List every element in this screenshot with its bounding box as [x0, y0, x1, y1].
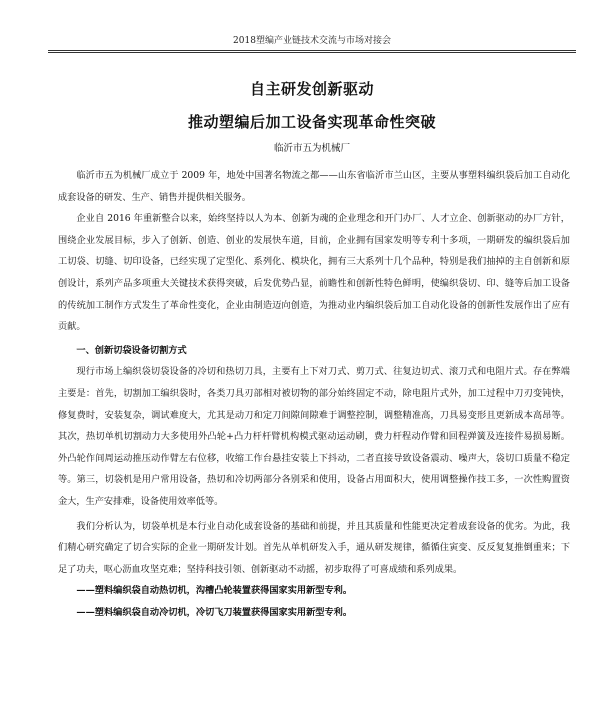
paragraph-intro: 临沂市五为机械厂成立于 2009 年，地处中国著名物流之都——山东省临沂市兰山区，主要从事塑料编织袋后加工自动化成套设备的研发、生产、销售并提供相关服务。	[58, 170, 570, 203]
paragraph-company-development: 企业自 2016 年重新整合以来，始终坚持以人为本、创新为魂的企业理念和开门办厂、人才立企、创新驱动的办厂方针，围绕企业发展目标，步入了创新、创造、创业的发展快车道，目前，企业拥有国家发明等专利十多项，一期研发的编织袋后加工切袋、切缝、切印设备，已经实现了定型化、系列化、模块化，拥有三大系列十几个品种，特别是我们抽掉的主自创新和原创设计，系列产品多项重大关键技术获得突破，后发优势凸显，前瞻性和创新性特色鲜明，使编织袋切、印、缝等后加工设备的传统加工制作方式发生了革命性变化，企业由制造迈向创造，为推动业内编织袋后加工自动化设备的创新性发展作出了应有贡献。	[58, 213, 570, 333]
header-rule-secondary	[48, 52, 576, 53]
achievement-item-2: ——塑料编织袋自动冷切机，冷切飞刀装置获得国家实用新型专利。	[76, 606, 353, 618]
paragraph-current-methods: 现行市场上编织袋切袋设备的冷切和热切刀具，主要有上下对刀式、剪刀式、往复边切式、滚刀式和电阻片式。存在弊端主要是：首先，切割加工编织袋时，各类刀具刃部相对被切物的部分始终固定不动，除电阻片式外，加工过程中刀刃变钝快，修复费时，安装复杂，调试难度大，尤其是动刀和定刀间隙间隙难于调整控制，调整精准高，刀具易变形且更新成本高昂等。其次，热切单机切割动力大多使用外凸轮+凸力杆杆臂机构模式驱动运动刷，费力杆程动作臂和回程弹簧及连接件易损易断。外凸轮作间周运动推压动作臂左右位移，收缩工作台悬挂安装上下抖动，二者直接导致设备震动、噪声大，袋切口质量不稳定等。第三，切袋机是用户常用设备，热切和冷切两部分各别采和使用，设备占用面积大，使用调整操作技工多，一次性购置资金大，生产安排难，设备使用效率低等。	[58, 366, 570, 507]
article-body	[58, 165, 570, 623]
running-header: 2018塑编产业链技术交流与市场对接会	[233, 36, 391, 46]
article-author: 临沂市五为机械厂	[273, 143, 350, 154]
achievement-item-1: ——塑料编织袋自动热切机，沟槽凸轮装置获得国家实用新型专利。	[76, 585, 353, 597]
section-heading-1: 一、创新切袋设备切割方式	[76, 344, 187, 356]
header-rule	[48, 50, 576, 51]
paragraph-analysis: 我们分析认为，切袋单机是本行业自动化成套设备的基础和前提，并且其质量和性能更决定着成套设备的优劣。为此，我们精心研究确定了切合实际的企业一期研发计划。首先从单机研发入手，通从研发规律，循循住寅变、反反复复推倒重来；下足了功夫，呕心沥血攻坚克难；坚持科技引领、创新驱动不动摇，初步取得了可喜成绩和系列成果。	[58, 520, 570, 575]
article-title-line1: 自主研发创新驱动	[249, 80, 374, 98]
article-title-line2: 推动塑编后加工设备实现革命性突破	[187, 113, 436, 131]
